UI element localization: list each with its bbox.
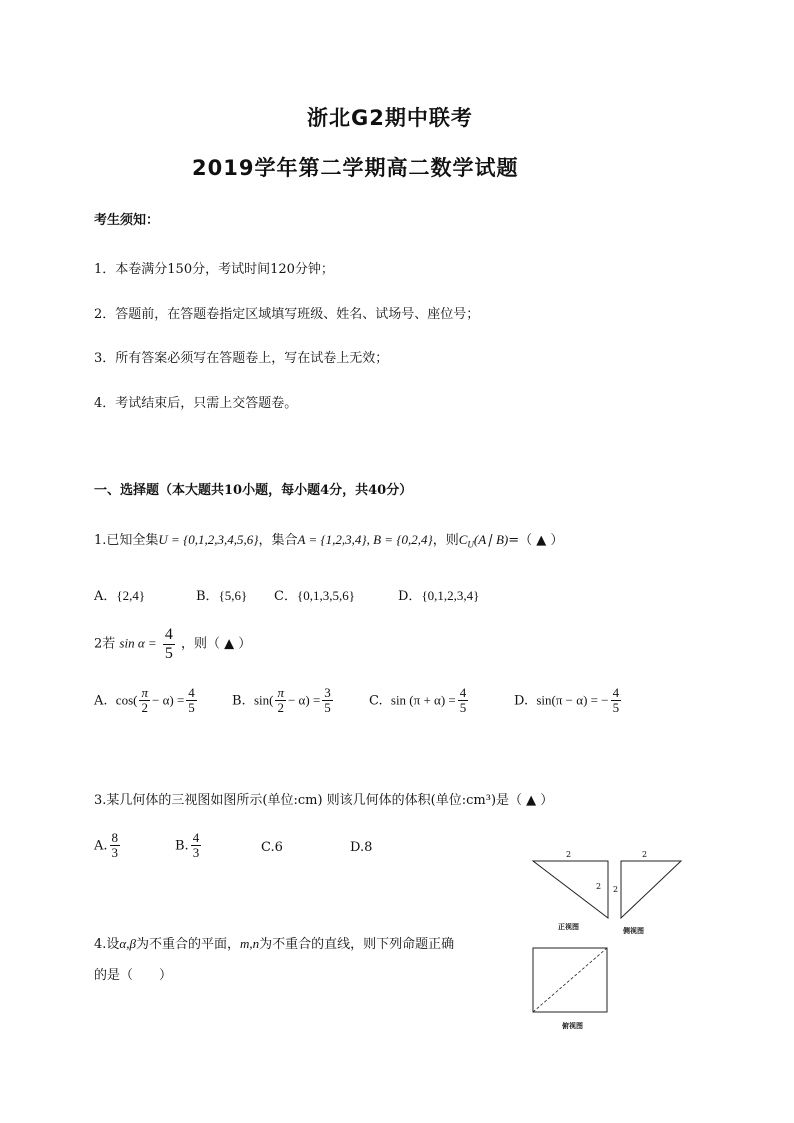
- q1-mid: ，集合: [258, 533, 298, 548]
- question-1: [94, 529, 563, 550]
- q1-option-a: A．{2,4}: [94, 588, 146, 604]
- front-view-label: 正视图: [558, 922, 579, 931]
- three-view-drawing: [520, 845, 700, 1040]
- q4-lines: m,n: [239, 936, 260, 951]
- side-view-shape: [621, 861, 681, 918]
- q4-planes: α,β: [119, 936, 136, 951]
- q1-set-u: U = {0,1,2,3,4,5,6}: [158, 532, 259, 547]
- q2-prefix: 2若: [94, 636, 116, 652]
- front-dim-top: 2: [566, 850, 572, 859]
- q1-option-b: B．{5,6}: [196, 588, 248, 604]
- q1-prefix: 1.已知全集: [94, 533, 159, 548]
- notice-item: 2．答题前，在答题卷指定区域填写班级、姓名、试场号、座位号；: [94, 307, 480, 322]
- top-view-diagonal: [533, 948, 607, 1012]
- top-view-label: 俯视图: [562, 1021, 583, 1030]
- q2-option-a: A. cos( $\frac{\pi}{2}$ − α) = $\frac{4}{5}$: [94, 685, 195, 716]
- q1-option-d: D．{0,1,2,3,4}: [398, 588, 480, 604]
- section-heading: 一、选择题（本大题共10小题，每小题4分，共40分）: [94, 483, 413, 498]
- q2-fraction: $\frac{4}{5}$: [164, 626, 173, 662]
- q2-option-c: C. sin (π + α) = $\frac{4}{5}$: [369, 685, 467, 716]
- notice-item: 1．本卷满分150分，考试时间120分钟；: [94, 262, 334, 277]
- side-view-label: 侧视图: [623, 926, 644, 935]
- three-view-figure: [520, 845, 700, 1040]
- q1-set-ab: A = {1,2,3,4}, B = {0,2,4}: [297, 532, 433, 547]
- question-4: 4.设α,β为不重合的平面，m,n为不重合的直线，则下列命题正确: [94, 936, 455, 952]
- q1-complement: C: [458, 532, 468, 547]
- exam-title: 浙北G2期中联考: [307, 106, 473, 130]
- q1-tail: =（ ▲ ）: [508, 533, 564, 548]
- exam-subtitle: 2019学年第二学期高二数学试题: [192, 156, 519, 180]
- q1-expr: (A∣ B): [473, 532, 509, 547]
- q2-option-b: B. sin( $\frac{\pi}{2}$ − α) = $\frac{3}{5}$: [232, 685, 331, 716]
- question-4-line2: 的是（ ）: [94, 968, 173, 983]
- q3-option-a: A. $\frac{8}{3}$: [94, 830, 119, 861]
- notice-heading: 考生须知：: [94, 213, 160, 228]
- notice-item: 4．考试结束后，只需上交答题卷。: [94, 396, 298, 411]
- side-dim-left: 2: [613, 885, 619, 894]
- q3-option-c: C.6: [261, 840, 283, 855]
- question-3: 3.某几何体的三视图如图所示(单位:cm) 则该几何体的体积(单位:cm³)是（ ▲ ）: [94, 793, 554, 808]
- side-dim-top: 2: [642, 850, 648, 859]
- q1-then: ，则: [432, 533, 459, 548]
- q3-option-d: D.8: [350, 840, 373, 855]
- notice-item: 3．所有答案必须写在答题卷上，写在试卷上无效；: [94, 351, 389, 366]
- q1-complement-sub: U: [467, 539, 474, 550]
- q1-option-c: C．{0,1,3,5,6}: [274, 588, 355, 604]
- question-2: [94, 626, 251, 662]
- q2-tail: ，则（ ▲ ）: [180, 636, 252, 652]
- q3-option-b: B. $\frac{4}{3}$: [175, 830, 200, 861]
- q2-option-d: D. sin(π − α) = − $\frac{4}{5}$: [514, 685, 620, 716]
- q2-sin: sin α =: [119, 635, 157, 651]
- front-dim-right: 2: [596, 882, 602, 891]
- top-view-shape: [533, 948, 607, 1012]
